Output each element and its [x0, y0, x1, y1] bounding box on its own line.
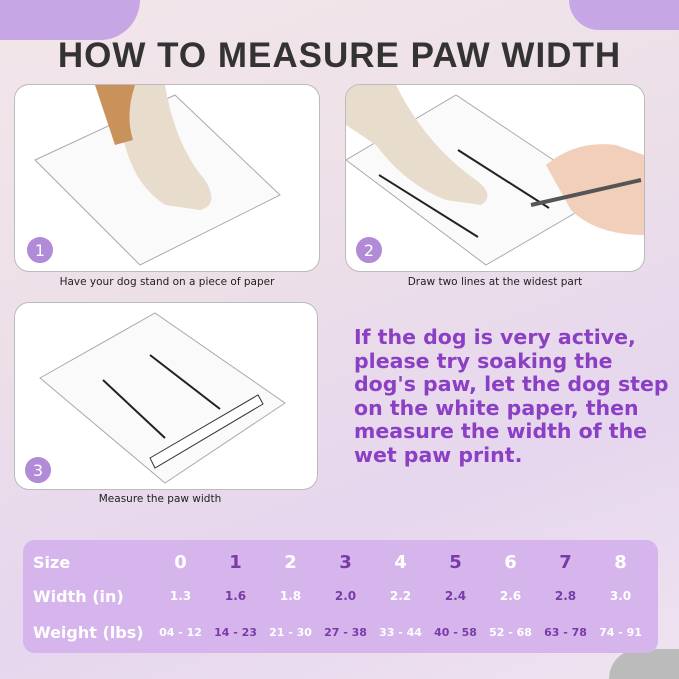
active-dog-tip: If the dog is very active, please try soaking the dog's paw, let the dog step on the white paper, then measure the width of the wet paw print. — [354, 325, 669, 467]
ruler-measure-illustration — [15, 303, 317, 489]
step-1-image — [15, 85, 319, 271]
table-cell: 7 — [559, 551, 572, 573]
drawing-lines-illustration — [346, 85, 644, 271]
step-number-badge: 1 — [25, 235, 55, 265]
table-cell: 21 - 30 — [269, 625, 312, 639]
table-cell: 8 — [614, 551, 627, 573]
weight-row — [23, 617, 658, 647]
decor-blob — [0, 0, 140, 40]
decor-blob — [609, 649, 679, 679]
table-cell: 2.6 — [499, 589, 522, 603]
table-cell: 2.2 — [389, 589, 412, 603]
table-cell: 5 — [449, 551, 462, 573]
table-cell: 33 - 44 — [379, 625, 422, 639]
table-cell: 1 — [229, 551, 242, 573]
table-cell: 40 - 58 — [434, 625, 477, 639]
table-cell: 0 — [174, 551, 187, 573]
table-cell: 4 — [394, 551, 407, 573]
table-cell: 52 - 68 — [489, 625, 532, 639]
step-number-badge: 3 — [23, 455, 53, 485]
step-3-caption: Measure the paw width — [98, 493, 222, 505]
table-cell: 74 - 91 — [599, 625, 642, 639]
table-cell: 63 - 78 — [544, 625, 587, 639]
table-cell: 2.8 — [554, 589, 577, 603]
table-cell: 1.8 — [279, 589, 302, 603]
row-label: Width (in) — [33, 586, 124, 606]
step-1-caption: Have your dog stand on a piece of paper — [59, 276, 275, 288]
table-cell: 04 - 12 — [159, 625, 202, 639]
step-3-image — [15, 303, 317, 489]
decor-blob — [569, 0, 679, 30]
table-cell: 14 - 23 — [214, 625, 257, 639]
size-row — [23, 547, 658, 577]
table-cell: 3 — [339, 551, 352, 573]
step-2-caption: Draw two lines at the widest part — [407, 276, 583, 288]
size-table — [23, 540, 658, 653]
table-cell: 27 - 38 — [324, 625, 367, 639]
width-row — [23, 581, 658, 611]
page-title: HOW TO MEASURE PAW WIDTH — [57, 36, 622, 75]
row-label: Weight (lbs) — [33, 622, 144, 642]
table-cell: 1.6 — [224, 589, 247, 603]
table-cell: 3.0 — [609, 589, 632, 603]
table-cell: 2.0 — [334, 589, 357, 603]
step-number-badge: 2 — [354, 235, 384, 265]
paw-on-paper-illustration — [15, 85, 319, 271]
table-cell: 2 — [284, 551, 297, 573]
table-cell: 6 — [504, 551, 517, 573]
table-cell: 2.4 — [444, 589, 467, 603]
row-label: Size — [33, 552, 71, 572]
table-cell: 1.3 — [169, 589, 192, 603]
step-2-image — [346, 85, 644, 271]
